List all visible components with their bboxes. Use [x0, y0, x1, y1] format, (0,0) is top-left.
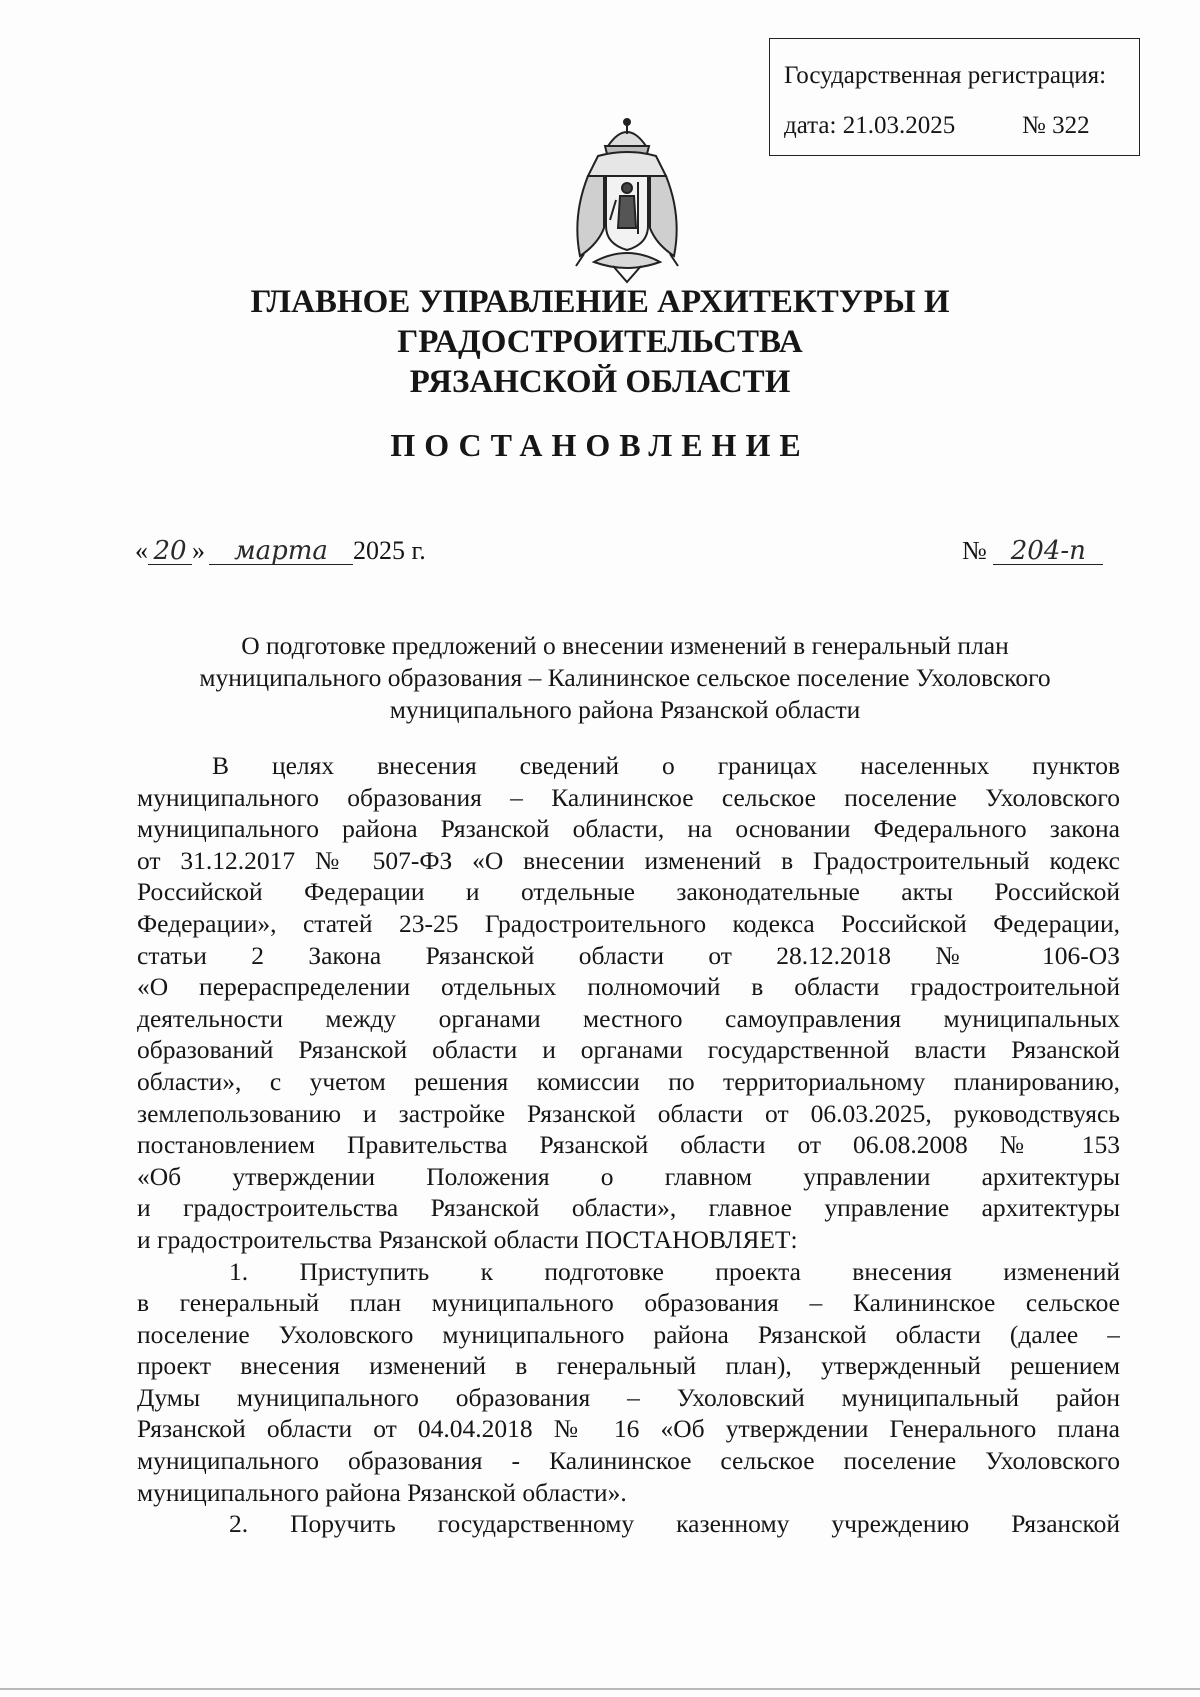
body-line: землепользованию и застройке Рязанской области от 06.03.2025, руководствуясь — [137, 1098, 1120, 1128]
document-date — [135, 536, 426, 566]
body-line: и градостроительства Рязанской области», главное управление архитектуры — [137, 1193, 1120, 1223]
body-line: 1. Приступить к подготовке проекта внесения изменений — [229, 1256, 1120, 1286]
body-line: Рязанской области от 04.04.2018 № 16 «Об утверждении Генерального плана — [137, 1414, 1120, 1444]
body-line: поселение Ухоловского муниципального района Рязанской области (далее – — [137, 1319, 1120, 1349]
body-line: от 31.12.2017 № 507-ФЗ «О внесении изменений в Градостроительный кодекс — [137, 845, 1120, 875]
subject-line-1: О подготовке предложений о внесении изменений в генеральный план — [241, 631, 1009, 660]
body-line: Федерации», статей 23-25 Градостроительного кодекса Российской Федерации, — [137, 908, 1120, 938]
date-close-quote: » — [192, 536, 205, 565]
date-year: 2025 г. — [353, 536, 426, 565]
document-number-handwritten: 204-п — [993, 538, 1103, 565]
registration-title: Государственная регистрация: — [784, 62, 1107, 89]
body-line: постановлением Правительства Рязанской области от 06.08.2008 № 153 — [137, 1130, 1120, 1160]
body-line: муниципального района Рязанской области». — [137, 1477, 627, 1507]
body-line: Российской Федерации и отдельные законодательные акты Российской — [137, 877, 1120, 907]
subject-line-3: муниципального района Рязанской области — [389, 695, 861, 724]
page-bottom-rule — [0, 1688, 1200, 1690]
organization-name — [100, 282, 1100, 402]
body-line: «Об утверждении Положения о главном управлении архитектуры — [137, 1161, 1120, 1191]
body-line: статьи 2 Закона Рязанской области от 28.12.2018 № 106-ОЗ — [137, 940, 1120, 970]
body-line: области», с учетом решения комиссии по территориальному планированию, — [137, 1066, 1120, 1096]
body-line: образований Рязанской области и органами государственной власти Рязанской — [137, 1035, 1120, 1065]
document-type: ПОСТАНОВЛЕНИЕ — [390, 427, 810, 463]
registration-number: № 322 — [1022, 112, 1090, 139]
body-line: деятельности между органами местного самоуправления муниципальных — [137, 1003, 1120, 1033]
organization-name-line-2: РЯЗАНСКОЙ ОБЛАСТИ — [409, 364, 791, 400]
registration-stamp — [769, 38, 1140, 156]
body-line: и градостроительства Рязанской области ПОСТАНОВЛЯЕТ: — [137, 1224, 798, 1254]
body-line: в генеральный план муниципального образования – Калининское сельское — [137, 1288, 1120, 1318]
registration-date: дата: 21.03.2025 — [784, 112, 956, 139]
body-line: 2. Поручить государственному казенному учреждению Рязанской — [229, 1509, 1120, 1539]
document-number-prefix: № — [962, 536, 987, 565]
document-number — [962, 536, 1103, 566]
date-month-handwritten: марта — [209, 538, 353, 565]
document-body — [137, 750, 1120, 1540]
body-line: «О перераспределении отдельных полномочий в области градостроительной — [137, 972, 1120, 1002]
organization-name-line-1: ГЛАВНОЕ УПРАВЛЕНИЕ АРХИТЕКТУРЫ И ГРАДОСТРОИТЕЛЬСТВА — [250, 284, 950, 360]
body-line: муниципального образования - Калининское сельское поселение Ухоловского — [137, 1446, 1120, 1476]
date-open-quote: « — [135, 536, 148, 565]
body-line: Думы муниципального образования – Ухоловский муниципальный район — [137, 1382, 1120, 1412]
coat-of-arms-icon — [558, 116, 696, 284]
document-subject — [130, 630, 1120, 726]
body-line: муниципального образования – Калининское сельское поселение Ухоловского — [137, 782, 1120, 812]
subject-line-2: муниципального образования – Калининское сельское поселение Ухоловского — [199, 663, 1051, 692]
date-day-handwritten: 20 — [148, 538, 192, 565]
body-line: проект внесения изменений в генеральный план), утвержденный решением — [137, 1351, 1120, 1381]
body-line: муниципального района Рязанской области, на основании Федерального закона — [137, 814, 1120, 844]
body-line: В целях внесения сведений о границах населенных пунктов — [212, 751, 1120, 780]
